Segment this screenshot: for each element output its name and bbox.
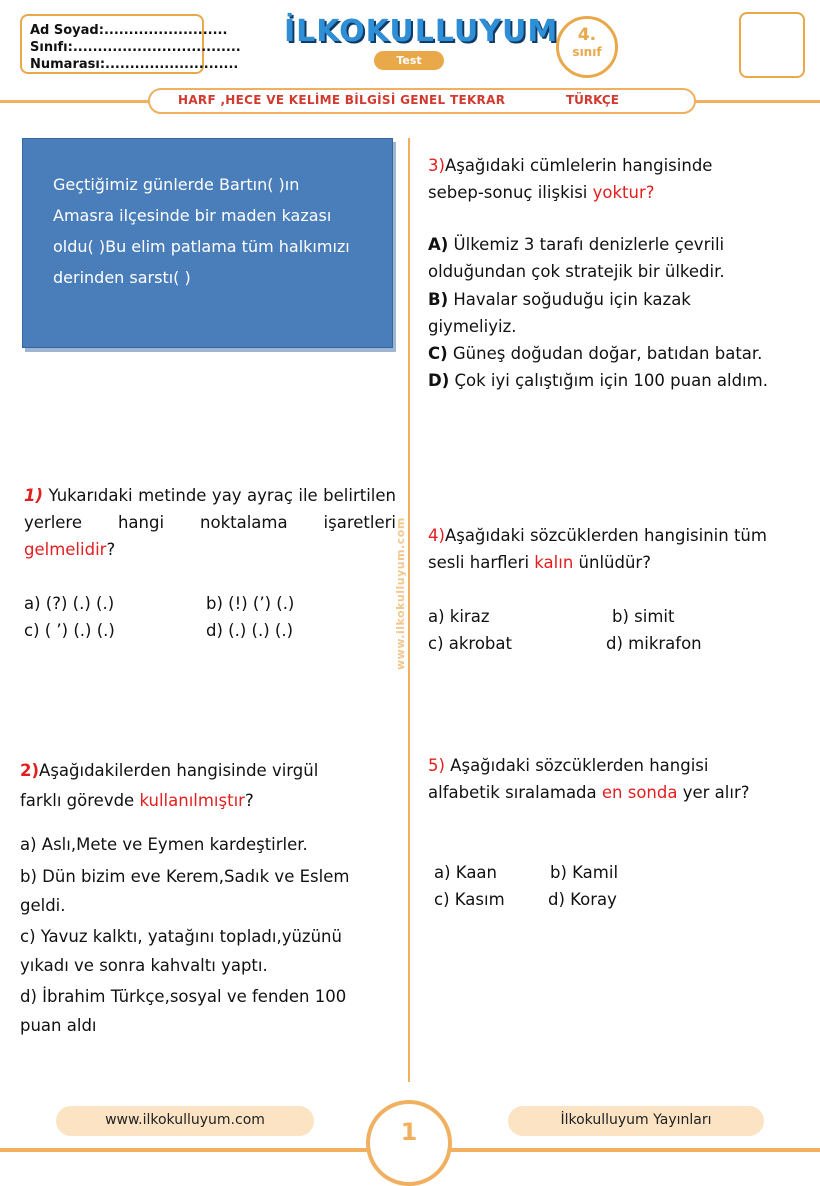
- question-5: [428, 752, 780, 806]
- grade-word: sınıf: [572, 45, 602, 59]
- q3-option-b-letter: B): [428, 290, 449, 309]
- grade-number: 4.: [577, 25, 597, 45]
- q4-option-b[interactable]: b) simit: [612, 607, 675, 626]
- question-2-number: 2): [20, 761, 40, 780]
- question-1-number: 1): [24, 486, 44, 505]
- question-5-keyword: en sonda: [601, 783, 678, 802]
- q5-option-d[interactable]: d) Koray: [548, 890, 617, 909]
- logo-text: İLKOKULLUYUM: [284, 14, 559, 49]
- question-2-end: ?: [244, 791, 254, 810]
- footer-website[interactable]: www.ilkokulluyum.com: [56, 1106, 314, 1136]
- question-4: [428, 522, 800, 576]
- q2-option-c[interactable]: c) Yavuz kalktı, yatağını topladı,yüzünü yıkadı ve sonra kahvaltı yaptı.: [20, 927, 342, 975]
- grade-badge: [556, 16, 618, 78]
- subject-title: TÜRKÇE: [566, 93, 619, 107]
- q2-option-d[interactable]: d) İbrahim Türkçe,sosyal ve fenden 100 puan aldı: [20, 987, 347, 1035]
- question-2: [20, 756, 360, 816]
- q4-option-c[interactable]: c) akrobat: [428, 634, 512, 653]
- question-4-keyword: kalın: [534, 553, 574, 572]
- q3-option-c[interactable]: [428, 340, 808, 367]
- logo-badge: Test: [374, 51, 443, 70]
- q3-option-a-text: Ülkemiz 3 tarafı denizlerle çevrili olduğundan çok stratejik bir ülkedir.: [428, 235, 725, 281]
- q3-option-d-text: Çok iyi çalıştığım için 100 puan aldım.: [449, 371, 768, 390]
- q3-option-d[interactable]: [428, 367, 813, 394]
- question-1-end: ?: [106, 540, 116, 559]
- question-4-text: Aşağıdaki sözcüklerden hangisinin tüm sesli harfleri: [428, 526, 767, 572]
- name-field-label: Ad Soyad:.........................: [30, 23, 228, 38]
- q4-option-d[interactable]: d) mikrafon: [606, 634, 702, 653]
- q2-option-b[interactable]: b) Dün bizim eve Kerem,Sadık ve Eslem geldi.: [20, 867, 350, 915]
- q4-option-a[interactable]: a) kiraz: [428, 607, 490, 626]
- question-3-keyword: yoktur?: [592, 183, 655, 202]
- q3-option-d-letter: D): [428, 371, 450, 390]
- q5-option-a[interactable]: a) Kaan: [434, 863, 498, 882]
- question-2-keyword: kullanılmıştır: [139, 791, 245, 810]
- question-3-text: Aşağıdaki cümlelerin hangisinde sebep-sonuç ilişkisi: [428, 156, 713, 202]
- student-info-box: [20, 14, 241, 74]
- q1-option-b[interactable]: b) (!) (’) (.): [206, 594, 295, 613]
- question-1: [24, 482, 396, 563]
- q3-option-b-text: Havalar soğuduğu için kazak giymeliyiz.: [428, 290, 691, 336]
- question-5-end: yer alır?: [677, 783, 750, 802]
- question-4-number: 4): [428, 526, 445, 545]
- question-5-number: 5): [428, 756, 445, 775]
- page-number: 1: [366, 1100, 452, 1186]
- q3-option-b[interactable]: [428, 286, 728, 340]
- q3-option-c-letter: C): [428, 344, 448, 363]
- q2-option-a[interactable]: a) Aslı,Mete ve Eymen kardeştirler.: [20, 835, 308, 854]
- question-3-number: 3): [428, 156, 445, 175]
- q1-option-d[interactable]: d) (.) (.) (.): [206, 621, 294, 640]
- question-1-keyword: gelmelidir: [24, 540, 107, 559]
- q3-option-c-text: Güneş doğudan doğar, batıdan batar.: [447, 344, 763, 363]
- watermark-text: www.ilkokulluyum.com: [394, 517, 407, 670]
- site-logo: [284, 14, 559, 80]
- number-field-label: Numarası:...........................: [30, 57, 239, 72]
- q5-option-c[interactable]: c) Kasım: [434, 890, 505, 909]
- question-5-text: Aşağıdaki sözcüklerden hangisi alfabetik sıralamada: [428, 756, 709, 802]
- q1-option-a[interactable]: a) (?) (.) (.): [24, 594, 115, 613]
- question-4-end: ünlüdür?: [573, 553, 651, 572]
- reading-passage: Geçtiğimiz günlerde Bartın( )ın Amasra ilçesinde bir maden kazası oldu( )Bu elim patlama tüm halkımızı derinden sarstı( ): [22, 138, 393, 348]
- q3-option-a-letter: A): [428, 235, 449, 254]
- q3-option-a[interactable]: [428, 231, 798, 285]
- footer-publisher: İlkokulluyum Yayınları: [508, 1106, 764, 1136]
- question-1-text: Yukarıdaki metinde yay ayraç ile belirtilen yerlere hangi noktalama işaretleri: [24, 486, 396, 532]
- q1-option-c[interactable]: c) ( ’) (.) (.): [24, 621, 115, 640]
- question-2-text: Aşağıdakilerden hangisinde virgül farklı görevde: [20, 761, 319, 810]
- score-box: [739, 12, 805, 78]
- question-3: [428, 152, 758, 206]
- q5-option-b[interactable]: b) Kamil: [550, 863, 619, 882]
- topic-title: HARF ,HECE VE KELİME BİLGİSİ GENEL TEKRAR: [178, 93, 506, 107]
- class-field-label: Sınıfı:..................................: [30, 40, 241, 55]
